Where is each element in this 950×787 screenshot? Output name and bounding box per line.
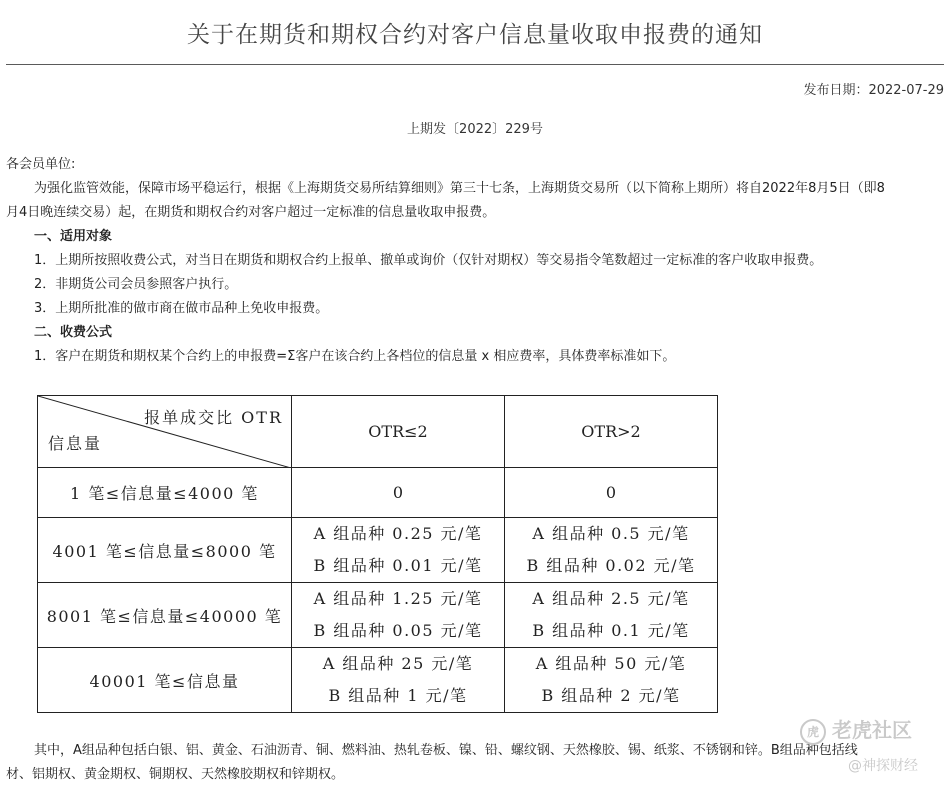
fee-group-a: A 组品种 1.25 元/笔 [313,589,483,608]
row-label: 8001 笔≤信息量≤40000 笔 [38,583,292,648]
fee-cell [505,648,718,713]
salutation: 各会员单位: [6,157,76,172]
table-row [38,518,718,583]
section-2-heading: 二、收费公式 [34,325,113,340]
section-1-item-1: 1．上期所按照收费公式，对当日在期货和期权合约上报单、撤单或询价（仅针对期权）等交易指令笔数超过一定标准的客户收取申报费。 [34,253,823,268]
section-1-item-3: 3．上期所批准的做市商在做市品种上免收申报费。 [34,301,329,316]
table-header-row [38,396,718,468]
fee-group-b: B 组品种 2 元/笔 [541,686,681,705]
watermark-brand: 老虎社区 [832,718,912,742]
fee-group-b: B 组品种 0.05 元/笔 [313,621,483,640]
intro-line-2: 月4日晚连续交易）起，在期货和期权合约对客户超过一定标准的信息量收取申报费。 [6,205,496,220]
fee-cell [292,648,505,713]
title-divider [6,64,944,65]
header-volume-label: 信息量 [48,434,103,453]
document-number: 上期发〔2022〕229号 [407,122,543,137]
fee-group-a: A 组品种 0.25 元/笔 [313,524,483,543]
footer-line-2: 材、铝期权、黄金期权、铜期权、天然橡胶期权和锌期权。 [6,767,345,782]
fee-group-b: B 组品种 0.02 元/笔 [526,556,696,575]
notice-title: 关于在期货和期权合约对客户信息量收取申报费的通知 [187,22,763,48]
column-header-otr-gt-2: OTR>2 [505,396,718,468]
footer-line-1: 其中，A组品种包括白银、铝、黄金、石油沥青、铜、燃料油、热轧卷板、镍、铅、螺纹钢、天然橡胶、锡、纸浆、不锈钢和锌。B组品种包括线 [34,743,858,758]
header-otr-label: 报单成交比 OTR [144,408,283,427]
row-label: 1 笔≤信息量≤4000 笔 [38,468,292,518]
fee-group-a: A 组品种 25 元/笔 [322,654,474,673]
diagonal-header-cell [38,396,292,468]
fee-group-b: B 组品种 0.1 元/笔 [532,621,690,640]
section-1-item-2: 2．非期货公司会员参照客户执行。 [34,277,238,292]
fee-cell [292,518,505,583]
fee-group-b: B 组品种 0.01 元/笔 [313,556,483,575]
watermark-author: @神探财经 [848,758,918,774]
fee-cell: 0 [292,468,505,518]
watermark [800,714,912,745]
column-header-otr-le-2: OTR≤2 [292,396,505,468]
fee-cell [292,583,505,648]
row-label: 4001 笔≤信息量≤8000 笔 [38,518,292,583]
fee-cell [505,518,718,583]
fee-group-b: B 组品种 1 元/笔 [328,686,468,705]
section-2-item-1: 1．客户在期货和期权某个合约上的申报费=Σ客户在该合约上各档位的信息量 x 相应费率，具体费率标准如下。 [34,349,676,364]
publish-date: 发布日期：2022-07-29 [803,83,944,98]
tiger-logo-icon: 虎 [800,719,826,745]
fee-rate-table [37,395,718,713]
section-1-heading: 一、适用对象 [34,229,113,244]
fee-cell [505,583,718,648]
fee-group-a: A 组品种 2.5 元/笔 [532,589,690,608]
fee-group-a: A 组品种 50 元/笔 [535,654,687,673]
fee-group-a: A 组品种 0.5 元/笔 [532,524,690,543]
table-row [38,468,718,518]
table-row [38,583,718,648]
table-row [38,648,718,713]
intro-line-1: 为强化监管效能，保障市场平稳运行，根据《上海期货交易所结算细则》第三十七条，上海期货交易所（以下简称上期所）将自2022年8月5日（即8 [34,181,885,196]
row-label: 40001 笔≤信息量 [38,648,292,713]
fee-cell: 0 [505,468,718,518]
